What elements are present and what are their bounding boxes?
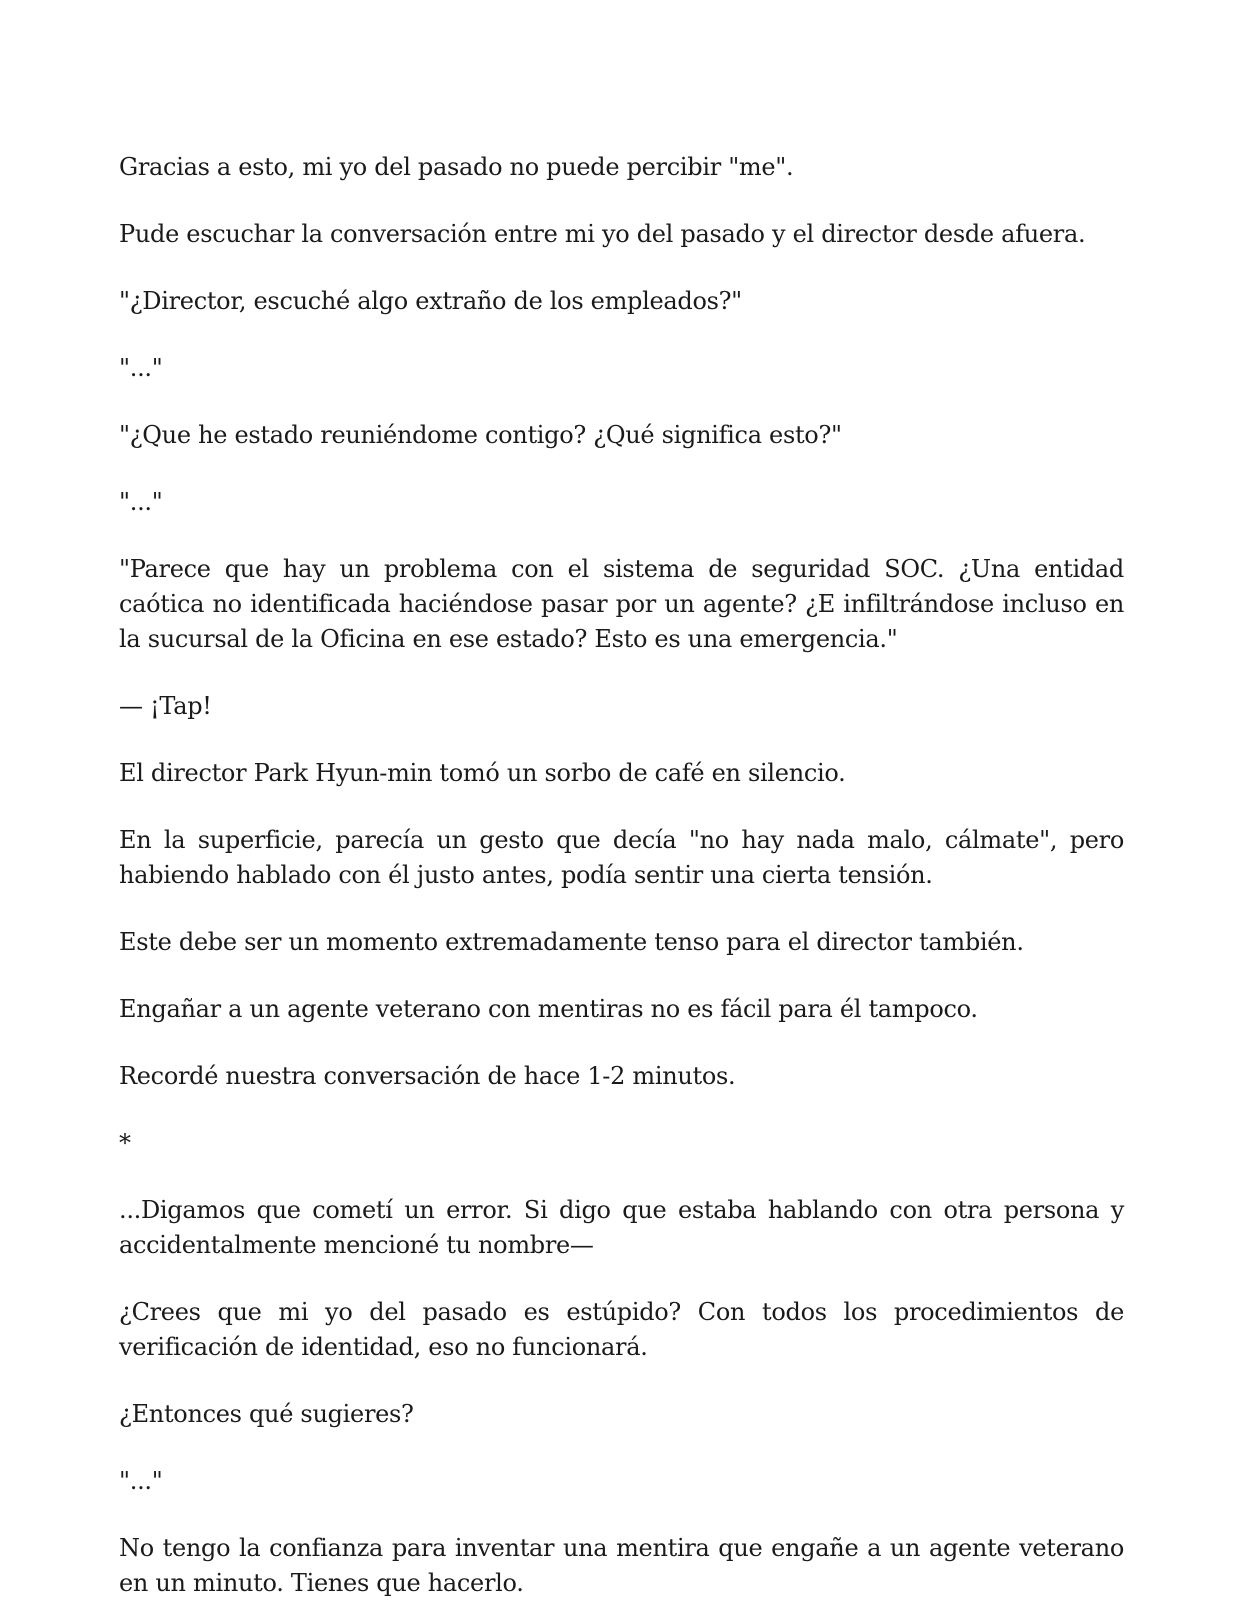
paragraph: Gracias a esto, mi yo del pasado no puede percibir "me". <box>119 153 794 181</box>
scene-break: * <box>119 1129 131 1157</box>
paragraph: "..." <box>119 354 163 382</box>
paragraph: ¿Crees que mi yo del pasado es estúpido? Con todos los procedimientos de verificación de identidad, eso no funcionará. <box>119 1298 1124 1361</box>
paragraph: "..." <box>119 488 163 516</box>
paragraph: No tengo la confianza para inventar una mentira que engañe a un agente veterano en un minuto. Tienes que hacerlo. <box>119 1534 1124 1597</box>
paragraph: Recordé nuestra conversación de hace 1-2 minutos. <box>119 1062 736 1090</box>
paragraph: En la superficie, parecía un gesto que decía "no hay nada malo, cálmate", pero habiendo hablado con él justo antes, podía sentir una cierta tensión. <box>119 826 1124 889</box>
paragraph: "Parece que hay un problema con el sistema de seguridad SOC. ¿Una entidad caótica no identificada haciéndose pasar por un agente? ¿E infiltrándose incluso en la sucursal de la Oficina en ese estado? Esto es una emergencia." <box>119 555 1124 653</box>
paragraph: Este debe ser un momento extremadamente tenso para el director también. <box>119 928 1024 956</box>
paragraph: "¿Que he estado reuniéndome contigo? ¿Qué significa esto?" <box>119 421 842 449</box>
paragraph: ¿Entonces qué sugieres? <box>119 1400 414 1428</box>
paragraph: — ¡Tap! <box>119 692 212 720</box>
document-body <box>119 150 1124 1617</box>
paragraph: "..." <box>119 1467 163 1495</box>
paragraph: Engañar a un agente veterano con mentiras no es fácil para él tampoco. <box>119 995 978 1023</box>
paragraph: Pude escuchar la conversación entre mi yo del pasado y el director desde afuera. <box>119 220 1086 248</box>
paragraph: "¿Director, escuché algo extraño de los empleados?" <box>119 287 742 315</box>
paragraph: El director Park Hyun-min tomó un sorbo de café en silencio. <box>119 759 846 787</box>
paragraph: ...Digamos que cometí un error. Si digo que estaba hablando con otra persona y accidentalmente mencioné tu nombre— <box>119 1196 1124 1259</box>
